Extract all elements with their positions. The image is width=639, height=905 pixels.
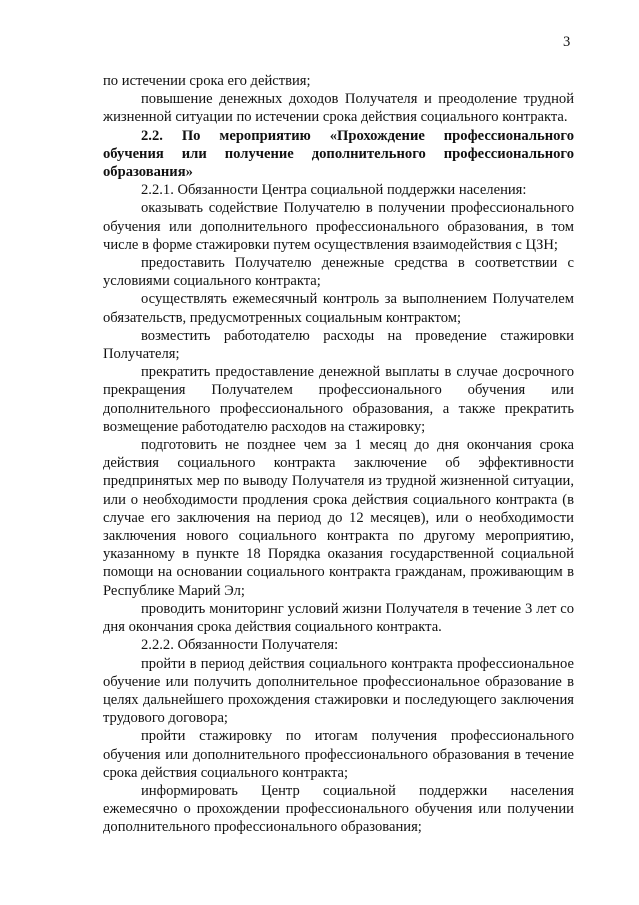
paragraph: повышение денежных доходов Получателя и преодоление трудной жизненной ситуации по истечении срока действия социального контракта. xyxy=(103,91,574,126)
document-body xyxy=(103,72,574,837)
paragraph: оказывать содействие Получателю в получении профессионального обучения или дополнительного профессионального образования, в том числе в форме стажировки путем осуществления взаимодействия с ЦЗН; xyxy=(103,200,574,253)
paragraph: по истечении срока его действия; xyxy=(103,73,311,89)
paragraph: возместить работодателю расходы на проведение стажировки Получателя; xyxy=(103,327,574,363)
subsection-heading: 2.2.2. Обязанности Получателя: xyxy=(141,637,339,654)
page-number: 3 xyxy=(563,34,571,50)
paragraph: информировать Центр социальной поддержки населения ежемесячно о прохождении профессионального обучения или получении дополнительного профессионального образования; xyxy=(103,782,574,836)
paragraph: пройти в период действия социального контракта профессиональное обучение или получить дополнительное профессиональное образование в целях дальнейшего прохождения стажировки и последующего заключения трудового договора; xyxy=(103,655,574,727)
paragraph: прекратить предоставление денежной выплаты в случае досрочного прекращения Получателем профессионального обучения или дополнительного профессионального образования, а также прекратить возмещение работодателю расходов на стажировку; xyxy=(103,364,574,435)
section-heading: 2.2. По мероприятию «Прохождение профессионального обучения или получение дополнительного профессионального образования» xyxy=(103,127,574,181)
subsection-heading: 2.2.1. Обязанности Центра социальной поддержки населения: xyxy=(141,182,527,199)
paragraph: пройти стажировку по итогам получения профессионального обучения или дополнительного профессионального образования в течение срока действия социального контракта; xyxy=(103,728,574,781)
paragraph: проводить мониторинг условий жизни Получателя в течение 3 лет со дня окончания срока действия социального контракта. xyxy=(103,600,574,636)
paragraph: осуществлять ежемесячный контроль за выполнением Получателем обязательств, предусмотренных социальным контрактом; xyxy=(103,291,574,326)
paragraph: предоставить Получателю денежные средства в соответствии с условиями социального контракта; xyxy=(103,255,574,290)
paragraph: подготовить не позднее чем за 1 месяц до дня окончания срока действия социального контракта заключение об эффективности предпринятых мер по выводу Получателя из трудной жизненной ситуации, или о необходимости продления срока действия социального контракта (в случае его заключения на период до 12 месяцев), или о необходимости заключения нового социального контракта по другому мероприятию, указанному в пункте 18 Порядка оказания государственной социальной помощи на основании социального контракта гражданам, проживающим в Республике Марий Эл; xyxy=(103,437,574,599)
